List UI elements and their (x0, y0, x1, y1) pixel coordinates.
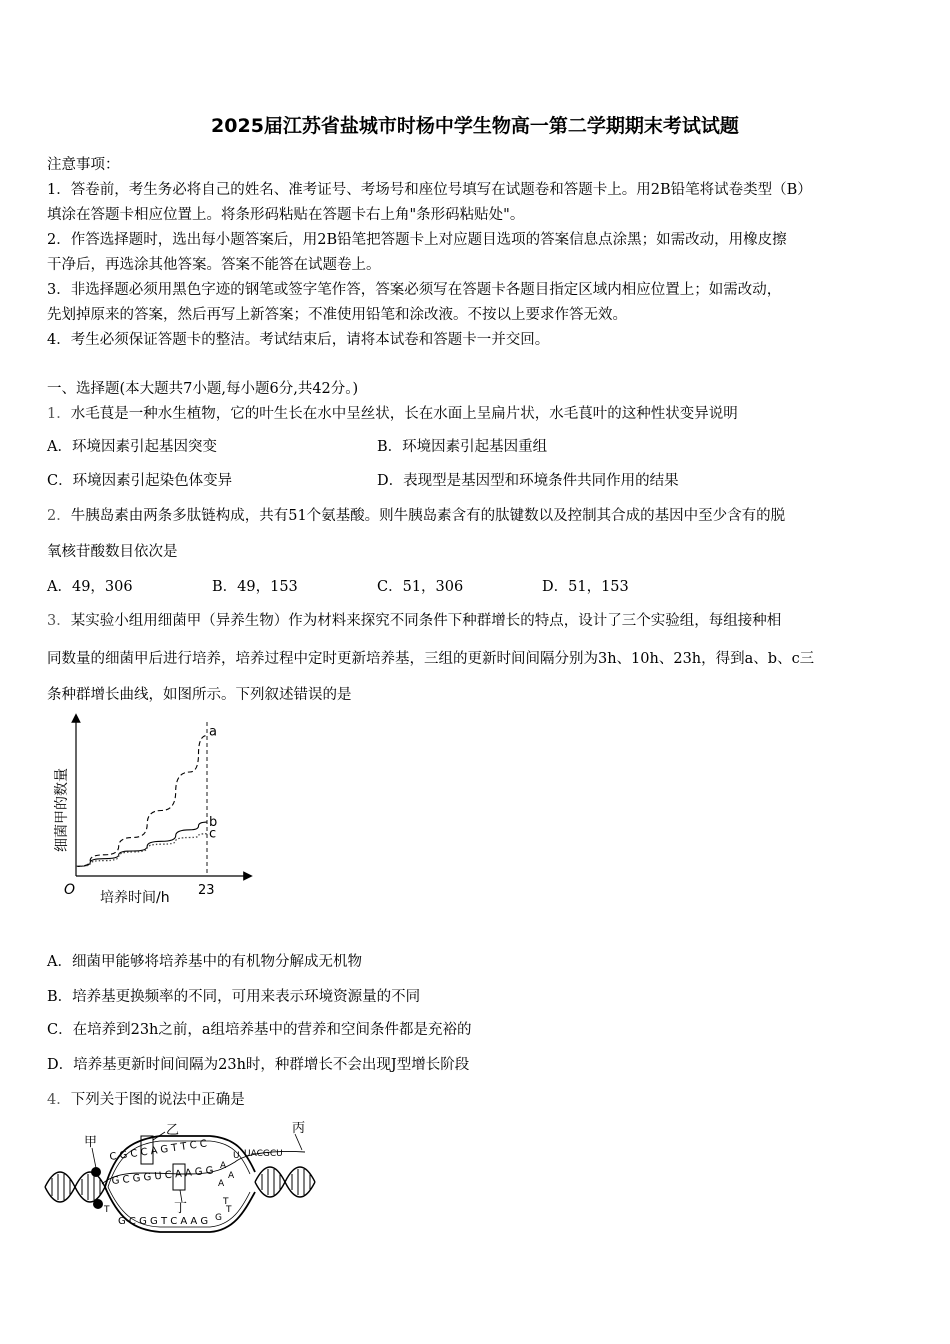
question-1-option-d[interactable]: D．表现型是基因型和环境条件共同作用的结果 (377, 473, 679, 489)
jia-enzyme-dot (91, 1167, 101, 1177)
base-letter-6: U (233, 1151, 240, 1161)
question-3-text: 某实验小组用细菌甲（异养生物）作为材料来探究不同条件下种群增长的特点，设计了三个实验组，每组接种相 (70, 613, 782, 629)
question-3-option-c[interactable]: C．在培养到23h之前，a组培养基中的营养和空间条件都是充裕的 (47, 1022, 472, 1038)
question-3-option-b[interactable]: B．培养基更换频率的不同，可用来表示环境资源量的不同 (47, 989, 421, 1005)
enzyme-dot-lower (93, 1199, 103, 1209)
transcription-diagram (40, 1112, 330, 1242)
label-jia: 甲 (84, 1135, 98, 1150)
right-helix-strand-2 (255, 1167, 315, 1197)
series-b-line (76, 822, 207, 866)
base-letter-7: A (218, 1179, 225, 1189)
bottom-strand-sequence: G C G G T C A A G (118, 1216, 209, 1227)
question-1-text: 水毛茛是一种水生植物，它的叶生长在水中呈丝状，长在水面上呈扁片状，水毛茛叶的这种性状变异说明 (70, 406, 738, 422)
section-heading: 一、选择题(本大题共7小题,每小题6分,共42分。) (47, 381, 359, 397)
series-b-label: b (209, 815, 218, 831)
question-2-stem-cont: 氧核苷酸数目依次是 (47, 544, 178, 560)
base-letter-3: T (223, 1197, 229, 1207)
notice-line-6: 先划掉原来的答案，然后再写上新答案；不准使用铅笔和涂改液。不按以上要求作答无效。 (47, 307, 627, 323)
notice-line-2: 填涂在答题卡相应位置上。将条形码粘贴在答题卡右上角"条形码粘贴处"。 (47, 207, 525, 223)
left-helix-rungs (52, 1174, 100, 1200)
question-3-stem-cont-2: 条种群增长曲线，如图所示。下列叙述错误的是 (47, 687, 352, 703)
question-1-stem (47, 402, 738, 423)
notice-line-4: 干净后，再选涂其他答案。答案不能答在试题卷上。 (47, 257, 381, 273)
label-yi: 乙 (166, 1123, 180, 1138)
series-a-label: a (209, 724, 217, 740)
question-2-stem (47, 504, 785, 525)
series-c-label: c (209, 826, 217, 842)
origin-label: O (64, 882, 76, 898)
x-axis-label: 培养时间/h (100, 890, 170, 906)
page-title: 2025届江苏省盐城市时杨中学生物高一第二学期期末考试试题 (211, 115, 739, 137)
rna-strand-sequence: G C G G U C A A G G (111, 1165, 215, 1187)
question-1-number: 1． (47, 406, 71, 422)
growth-curve-chart (40, 712, 255, 912)
bing-pointer (295, 1134, 302, 1150)
question-2-number: 2． (47, 508, 71, 524)
question-4-text: 下列关于图的说法中正确是 (70, 1092, 245, 1108)
question-3-option-d[interactable]: D．培养基更新时间间隔为23h时，种群增长不会出现J型增长阶段 (47, 1057, 470, 1073)
question-1-option-c[interactable]: C．环境因素引起染色体变异 (47, 473, 233, 489)
right-helix-rungs (262, 1169, 310, 1195)
notice-heading: 注意事项： (47, 157, 120, 173)
base-letter-4: T (226, 1205, 232, 1215)
question-4-number: 4． (47, 1092, 71, 1108)
y-axis-label: 细菌甲的数量 (54, 768, 70, 852)
x-tick-label-23: 23 (198, 883, 215, 898)
series-a-line (76, 736, 207, 867)
label-bing: 丙 (292, 1121, 306, 1136)
question-2-text: 牛胰岛素由两条多肽链构成，共有51个氨基酸。则牛胰岛素含有的肽键数以及控制其合成的基因中至少含有的脱 (70, 508, 786, 524)
notice-line-1: 1．答卷前，考生务必将自己的姓名、准考证号、考场号和座位号填写在试题卷和答题卡上。用2B铅笔将试卷类型（B） (47, 182, 812, 198)
question-3-stem (47, 609, 781, 630)
base-letter-1: A (220, 1161, 227, 1171)
base-letter-5: G (215, 1213, 222, 1223)
top-strand-sequence: C G C C A G T T C C (108, 1138, 208, 1163)
question-4-stem (47, 1088, 245, 1109)
jia-pointer (92, 1148, 96, 1168)
question-2-option-c[interactable]: C．51，306 (377, 579, 464, 595)
question-2-option-b[interactable]: B．49，153 (212, 579, 298, 595)
rna-tail-sequence: UACGCU (244, 1149, 283, 1159)
base-letter-2: A (228, 1171, 235, 1181)
label-ding: 丁 (174, 1201, 188, 1216)
question-2-option-d[interactable]: D．51，153 (542, 579, 629, 595)
question-3-option-a[interactable]: A．细菌甲能够将培养基中的有机物分解成无机物 (47, 954, 362, 970)
question-2-option-a[interactable]: A．49，306 (47, 579, 133, 595)
notice-line-7: 4．考生必须保证答题卡的整洁。考试结束后，请将本试卷和答题卡一并交回。 (47, 332, 550, 348)
question-1-option-a[interactable]: A．环境因素引起基因突变 (47, 439, 217, 455)
notice-line-3: 2．作答选择题时，选出每小题答案后，用2B铅笔把答题卡上对应题目选项的答案信息点涂黑；如需改动，用橡皮擦 (47, 232, 787, 248)
notice-line-5: 3．非选择题必须用黑色字迹的钢笔或签字笔作答，答案必须写在答题卡各题目指定区域内相应位置上；如需改动， (47, 282, 782, 298)
question-1-option-b[interactable]: B．环境因素引起基因重组 (377, 439, 548, 455)
question-3-stem-cont-1: 同数量的细菌甲后进行培养，培养过程中定时更新培养基，三组的更新时间间隔分别为3h、10h、23h，得到a、b、c三 (47, 651, 815, 667)
question-3-number: 3． (47, 613, 71, 629)
base-letter-8: T (104, 1205, 110, 1215)
